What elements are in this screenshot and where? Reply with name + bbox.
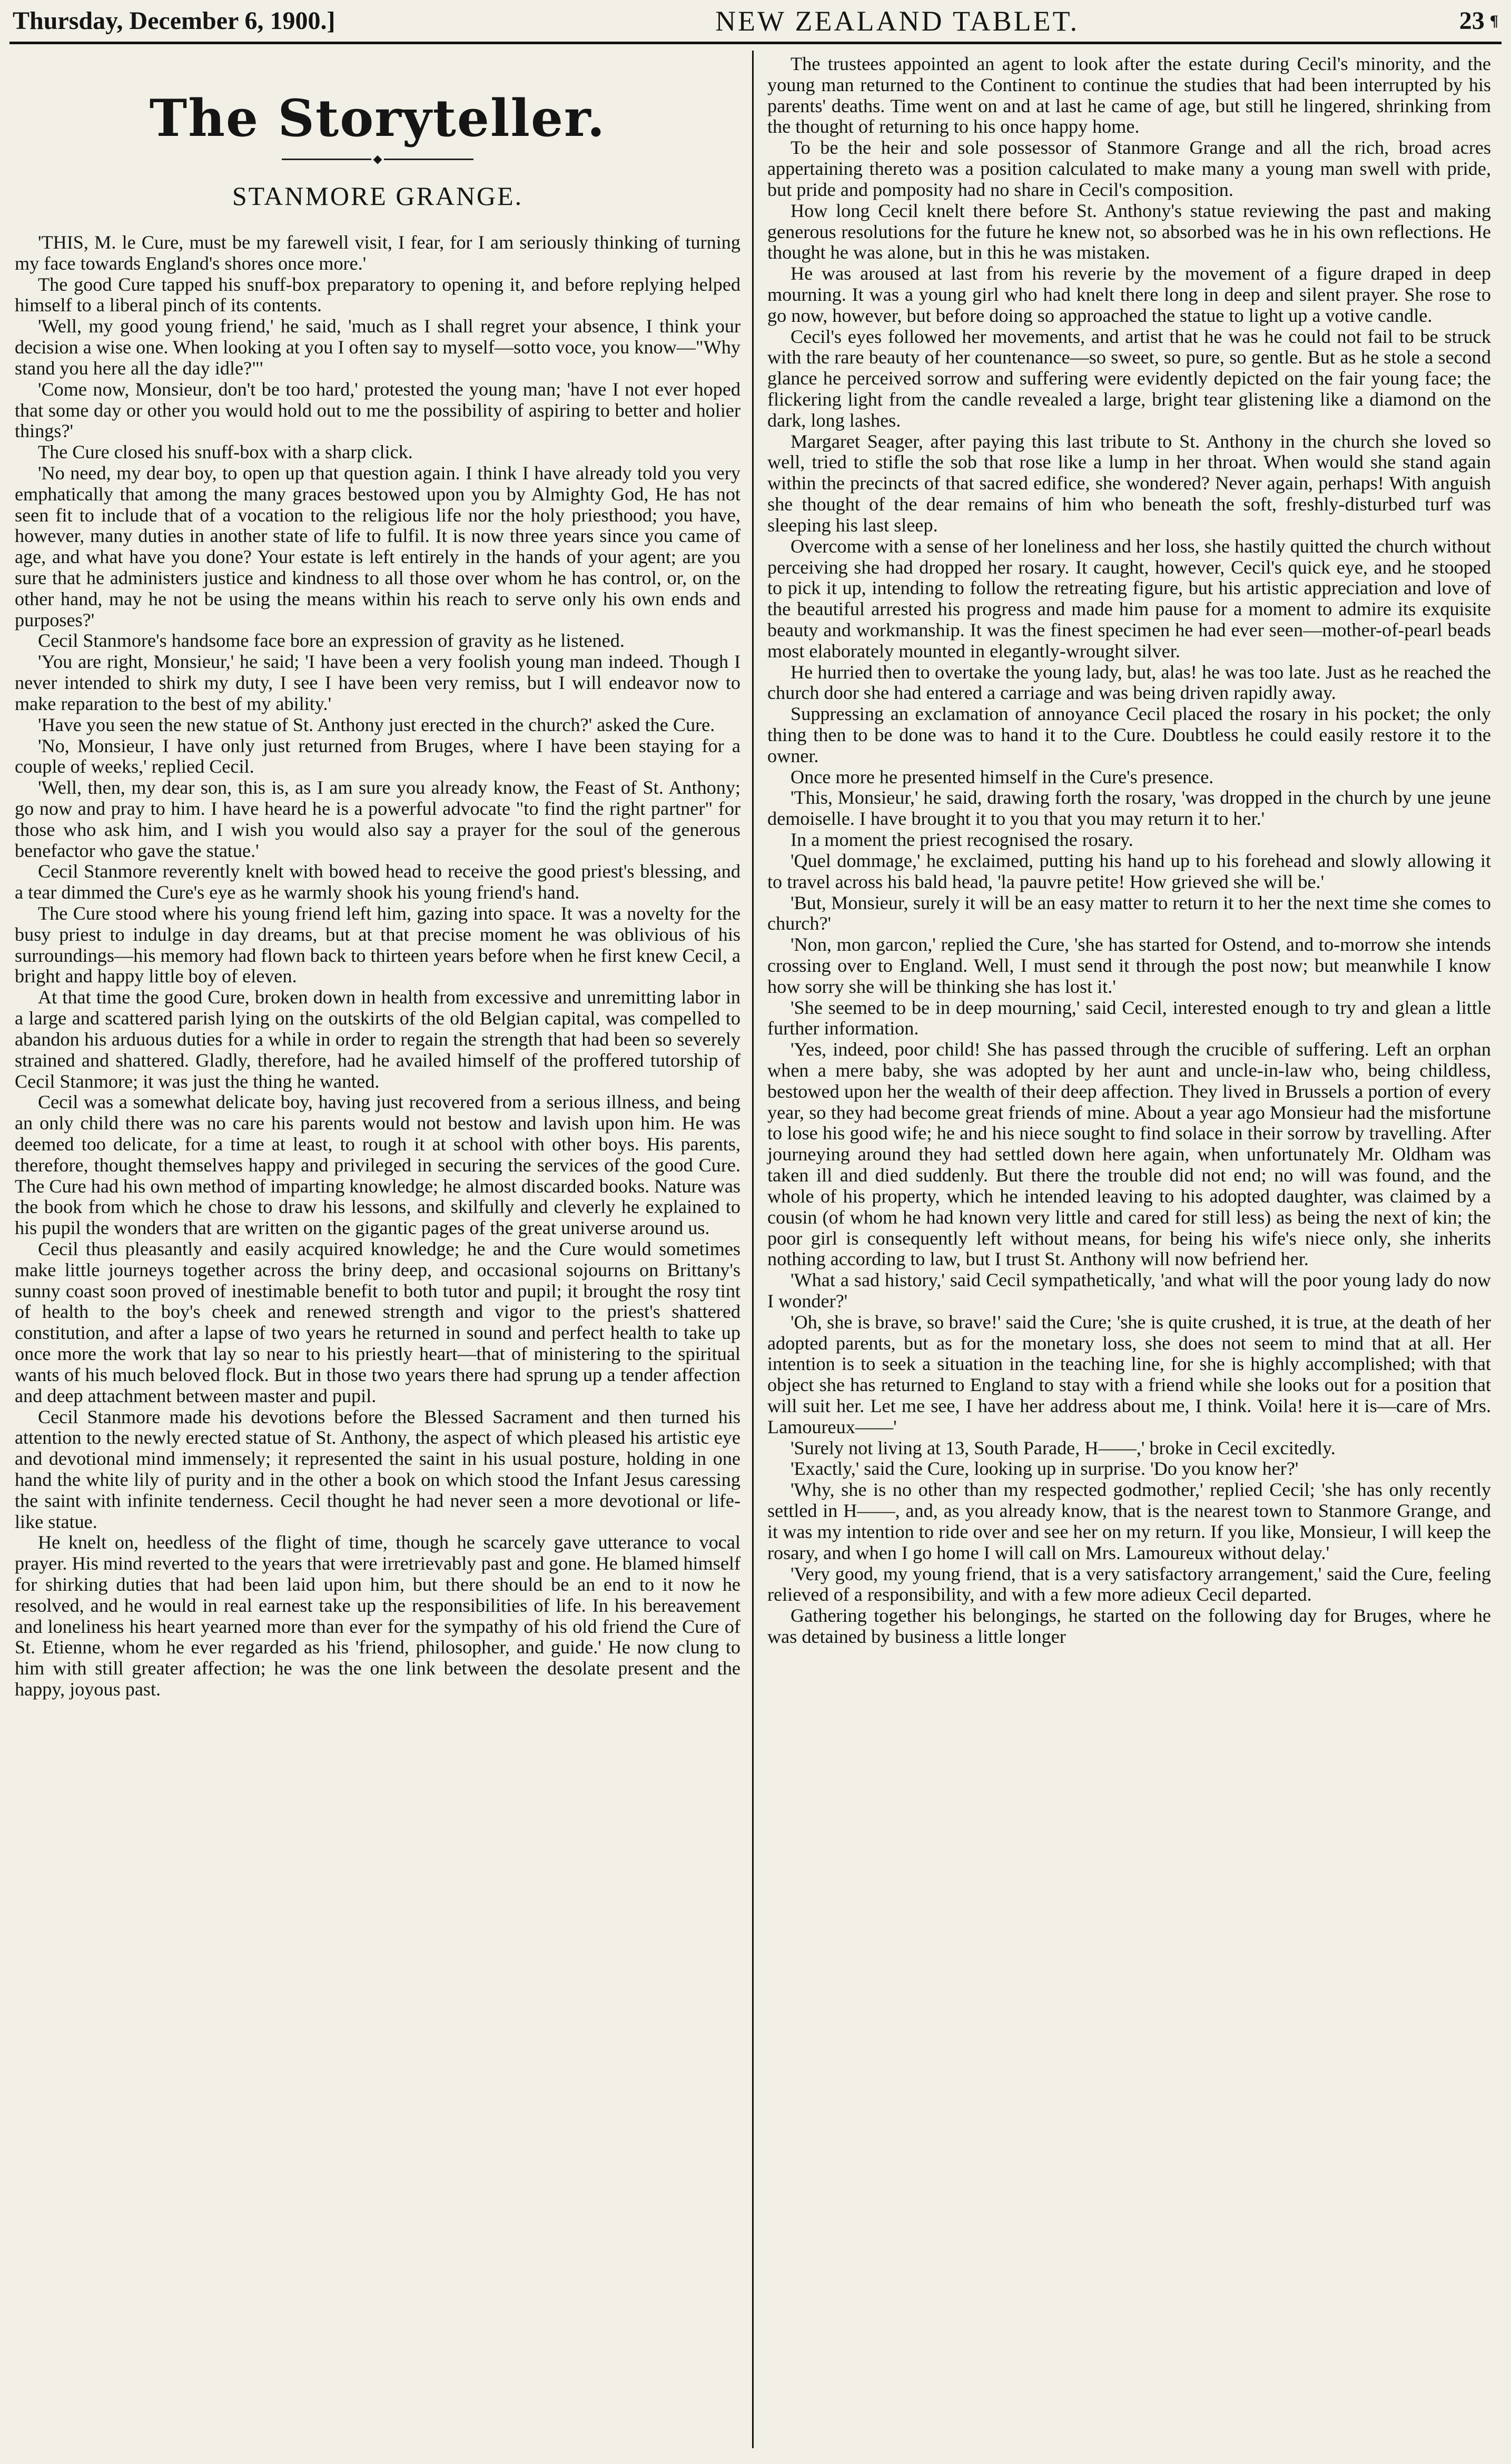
ornament-bar bbox=[282, 159, 371, 160]
paragraph: 'She seemed to be in deep mourning,' said Cecil, interested enough to try and glean a little further information. bbox=[767, 997, 1491, 1039]
paragraph: To be the heir and sole possessor of Stanmore Grange and all the rich, broad acres appertaining thereto was a position calculated to make many a young man swell with pride, but pride and pomposity had no share in Cecil's composition. bbox=[767, 137, 1491, 200]
ornament-divider bbox=[15, 152, 740, 166]
paragraph: Cecil Stanmore made his devotions before the Blessed Sacrament and then turned his attention to the newly erected statue of St. Anthony, the aspect of which pleased his artistic eye and devotional mind immensely; it represented the saint in his usual posture, holding in one hand the white lily of purity and in the other a book on which stood the Infant Jesus caressing the saint with infinite tenderness. Cecil thought he had never seen a more devotional or life-like statue. bbox=[15, 1406, 740, 1532]
story-title: STANMORE GRANGE. bbox=[232, 181, 524, 211]
paragraph: Overcome with a sense of her loneliness and her loss, she hastily quitted the church without perceiving she had dropped her rosary. It caught, however, Cecil's quick eye, and he stooped to pick it up, intending to follow the retreating figure, but his artistic appreciation and love of the beautiful arrested his progress and made him pause for a moment to admire its exquisite beauty and workmanship. It was the finest specimen he had ever seen—mother-of-pearl beads most elaborately mounted in elegantly-wrought silver. bbox=[767, 535, 1491, 662]
section-masthead: The Storyteller. bbox=[149, 88, 606, 148]
paragraph: 'You are right, Monsieur,' he said; 'I have been a very foolish young man indeed. Though I never intended to shirk my duty, I see I have been very remiss, but I will endeavor now to make reparation to the best of my ability.' bbox=[15, 651, 740, 714]
paragraph: Cecil's eyes followed her movements, and artist that he was he could not fail to be struck with the rare beauty of her countenance—so sweet, so pure, so gentle. But as he stole a second glance he perceived sorrow and suffering were evidently depicted on the fair young face; the flickering light from the candle revealed a large, bright tear glistening like a diamond on the dark, long lashes. bbox=[767, 326, 1491, 431]
paragraph: 'Why, she is no other than my respected godmother,' replied Cecil; 'she has only recently settled in H——, and, as you already know, that is the nearest town to Stanmore Grange, and it was my intention to ride over and see her on my return. If you like, Monsieur, I will keep the rosary, and when I go home I will call on Mrs. Lamoureux without delay.' bbox=[767, 1479, 1491, 1563]
paragraph: 'This, Monsieur,' he said, drawing forth the rosary, 'was dropped in the church by une jeune demoiselle. I have brought it to you that you may return it to her.' bbox=[767, 787, 1491, 830]
paragraph: 'No need, my dear boy, to open up that question again. I think I have already told you very emphatically that among the many graces bestowed upon you by Almighty God, He has not seen fit to include that of a vocation to the religious life nor the holy priesthood; you have, however, many duties in another state of life to fulfil. It is now three years since you came of age, and what have you done? Your estate is left entirely in the hands of your agent; are you sure that he administers justice and kindness to all those over whom he has control, or, on the other hand, may he not be using the means within his reach to serve only his own ends and purposes?' bbox=[15, 462, 740, 630]
paragraph: 'But, Monsieur, surely it will be an easy matter to return it to her the next time she comes to church?' bbox=[767, 892, 1491, 934]
right-paragraphs bbox=[767, 54, 1491, 1648]
paragraph: Cecil Stanmore reverently knelt with bowed head to receive the good priest's blessing, and a tear dimmed the Cure's eye as he warmly shook his young friend's hand. bbox=[15, 861, 740, 903]
diamond-icon: ◆ bbox=[373, 152, 382, 165]
page-header bbox=[9, 0, 1502, 44]
columns bbox=[9, 51, 1502, 2448]
page-number-block bbox=[1459, 6, 1498, 35]
paragraph: 'Yes, indeed, poor child! She has passed through the crucible of suffering. Left an orphan when a mere baby, she was adopted by her aunt and uncle-in-law who, being childless, bestowed upon her the wealth of their deep affection. They lived in Brussels a portion of every year, so they had become great friends of mine. About a year ago Monsieur had the misfortune to lose his good wife; he and his niece sought to find solace in their sorrow by travelling. After journeying around they had settled down here again, when unfortunately Mr. Oldham was taken ill and died suddenly. But there the trouble did not end; no will was found, and the whole of his property, which he intended leaving to his adopted daughter, was claimed by a cousin (of whom he had known very little and cared for still less) as being the next of kin; the poor girl is consequently left without means, for being his wife's niece only, she inherits nothing according to law, but I trust St. Anthony will now befriend her. bbox=[767, 1039, 1491, 1270]
left-paragraphs bbox=[15, 232, 740, 1700]
paragraph: 'No, Monsieur, I have only just returned from Bruges, where I have been staying for a couple of weeks,' replied Cecil. bbox=[15, 735, 740, 777]
paragraph: At that time the good Cure, broken down in health from excessive and unremitting labor in a large and scattered parish lying on the outskirts of the old Belgian capital, was compelled to abandon his arduous duties for a while in order to regain the strength that had been so severely strained and shattered. Gladly, therefore, had he availed himself of the proffered tutorship of Cecil Stanmore; it was just the thing he wanted. bbox=[15, 987, 740, 1092]
ornament-bar bbox=[384, 159, 473, 160]
paragraph: Suppressing an exclamation of annoyance Cecil placed the rosary in his pocket; the only thing then to be done was to hand it to the Cure. Doubtless he could easily restore it to the owner. bbox=[767, 703, 1491, 766]
paragraph: Cecil was a somewhat delicate boy, having just recovered from a serious illness, and being an only child there was no care his parents would not bestow and lavish upon him. He was deemed too delicate, for a time at least, to rough it at school with other boys. His parents, therefore, thought themselves happy and privileged in securing the services of the good Cure. The Cure had his own method of imparting knowledge; he almost discarded books. Nature was the book from which he chose to draw his lessons, and skilfully and cleverly he explained to his pupil the wonders that are written on the gigantic pages of the great universe around us. bbox=[15, 1091, 740, 1239]
paragraph: 'Surely not living at 13, South Parade, H——,' broke in Cecil excitedly. bbox=[791, 1437, 1336, 1458]
left-column bbox=[9, 51, 752, 2448]
page-number: 23 bbox=[1459, 7, 1485, 35]
paragraph: 'Have you seen the new statue of St. Anthony just erected in the church?' asked the Cure. bbox=[38, 714, 715, 735]
paragraph: He was aroused at last from his reverie by the movement of a figure draped in deep mourning. It was a young girl who had knelt there long in deep and silent prayer. She rose to go now, however, but before doing so approached the statue to light up a votive candle. bbox=[767, 263, 1491, 326]
paragraph: 'Quel dommage,' he exclaimed, putting his hand up to his forehead and slowly allowing it to travel across his bald head, 'la pauvre petite! How grieved she will be.' bbox=[767, 850, 1491, 892]
paragraph: Margaret Seager, after paying this last tribute to St. Anthony in the church she loved so well, tried to stifle the sob that rose like a lump in her throat. When would she stand again within the precincts of that sacred edifice, she wondered? Never again, perhaps! With anguish she thought of the dear remains of him who beneath the soft, freshly-disturbed turf was sleeping his last sleep. bbox=[767, 430, 1491, 536]
issue-date: Thursday, December 6, 1900.] bbox=[13, 7, 335, 35]
paragraph: He hurried then to overtake the young lady, but, alas! he was too late. Just as he reached the church door she had entered a carriage and was being driven rapidly away. bbox=[767, 661, 1491, 704]
page-mark-icon: ¶ bbox=[1489, 12, 1498, 29]
paragraph: 'Come now, Monsieur, don't be too hard,' protested the young man; 'have I not ever hoped that some day or other you would hold out to me the possibility of aspiring to better and holier things?' bbox=[15, 378, 740, 442]
paragraph: He knelt on, heedless of the flight of time, though he scarcely gave utterance to vocal prayer. His mind reverted to the years that were irretrievably past and gone. He blamed himself for shirking duties that had been laid upon him, but there should be an end to it now he resolved, and he would in real earnest take up the responsibilities of life. In his bereavement and loneliness his heart yearned more than ever for the sympathy of his old friend the Cure of St. Etienne, whom he ever regarded as his 'friend, philosopher, and guide.' He now clung to him with still greater affection; he was the one link between the desolate present and the happy, joyous past. bbox=[15, 1532, 740, 1700]
publication-name: NEW ZEALAND TABLET. bbox=[715, 5, 1080, 37]
paragraph: Once more he presented himself in the Cure's presence. bbox=[791, 766, 1214, 787]
paragraph: The trustees appointed an agent to look after the estate during Cecil's minority, and the young man returned to the Continent to continue the studies that had been interrupted by his parents' deaths. Time went on and at last he came of age, but still he lingered, shrinking from the thought of returning to his once happy home. bbox=[767, 53, 1491, 137]
paragraph: 'THIS, M. le Cure, must be my farewell visit, I fear, for I am seriously thinking of turning my face towards England's shores once more.' bbox=[15, 232, 740, 274]
paragraph: Gathering together his belongings, he started on the following day for Bruges, where he was detained by business a little longer bbox=[767, 1605, 1491, 1647]
paragraph: Cecil Stanmore's handsome face bore an expression of gravity as he listened. bbox=[38, 630, 625, 652]
paragraph: 'Well, then, my dear son, this is, as I am sure you already know, the Feast of St. Anthony; go now and pray to him. I have heard he is a powerful advocate "to find the right partner" for those who ask him, and I wish you would also say a prayer for the soul of the generous benefactor who gave the statue.' bbox=[15, 777, 740, 861]
paragraph: 'Very good, my young friend, that is a very satisfactory arrangement,' said the Cure, feeling relieved of a responsibility, and with a few more adieux Cecil departed. bbox=[767, 1563, 1491, 1605]
paragraph: 'Exactly,' said the Cure, looking up in surprise. 'Do you know her?' bbox=[791, 1458, 1299, 1480]
paragraph: How long Cecil knelt there before St. Anthony's statue reviewing the past and making generous resolutions for the future he knew not, so absorbed was he in his own reflections. He thought he was alone, but in this he was mistaken. bbox=[767, 200, 1491, 263]
paragraph: The Cure stood where his young friend left him, gazing into space. It was a novelty for the busy priest to indulge in day dreams, but at that precise moment he was oblivious of his surroundings—his memory had flown back to thirteen years before when he first knew Cecil, a bright and happy little boy of eleven. bbox=[15, 903, 740, 987]
paragraph: In a moment the priest recognised the rosary. bbox=[791, 829, 1133, 851]
paragraph: 'Well, my good young friend,' he said, 'much as I shall regret your absence, I think your decision a wise one. When looking at you I often say to myself—sotto voce, you know—"Why stand you here all the day idle?"' bbox=[15, 316, 740, 379]
paragraph: The Cure closed his snuff-box with a sharp click. bbox=[38, 441, 413, 463]
right-column bbox=[754, 51, 1496, 2448]
paragraph: The good Cure tapped his snuff-box preparatory to opening it, and before replying helped himself to a liberal pinch of its contents. bbox=[15, 273, 740, 316]
paragraph: 'What a sad history,' said Cecil sympathetically, 'and what will the poor young lady do now I wonder?' bbox=[767, 1269, 1491, 1312]
paragraph: 'Oh, she is brave, so brave!' said the Cure; 'she is quite crushed, it is true, at the death of her adopted parents, but as for the monetary loss, she does not seem to mind that at all. Her intention is to seek a situation in the teaching line, for she is highly accomplished; with that object she has returned to England to stay with a friend while she looks out for a position that will suit her. Let me see, I have her address about me, I think. Voila! here it is—care of Mrs. Lamoureux——' bbox=[767, 1311, 1491, 1437]
paragraph: Cecil thus pleasantly and easily acquired knowledge; he and the Cure would sometimes make little journeys together across the briny deep, and occasional sojourns on Brittany's sunny coast soon proved of inestimable benefit to both tutor and pupil; it brought the rosy tint of health to the boy's cheek and renewed strength and vigor to the priest's shattered constitution, and after a lapse of two years he returned in sound and perfect health to take up once more the work that lay so near to his priestly heart—that of ministering to the spiritual wants of his much beloved flock. But in those two years there had sprung up a tender affection and deep attachment between master and pupil. bbox=[15, 1238, 740, 1406]
paragraph: 'Non, mon garcon,' replied the Cure, 'she has started for Ostend, and to-morrow she intends crossing over to England. Well, I must send it through the post now; but meanwhile I know how sorry she will be thinking she has lost it.' bbox=[767, 934, 1491, 997]
